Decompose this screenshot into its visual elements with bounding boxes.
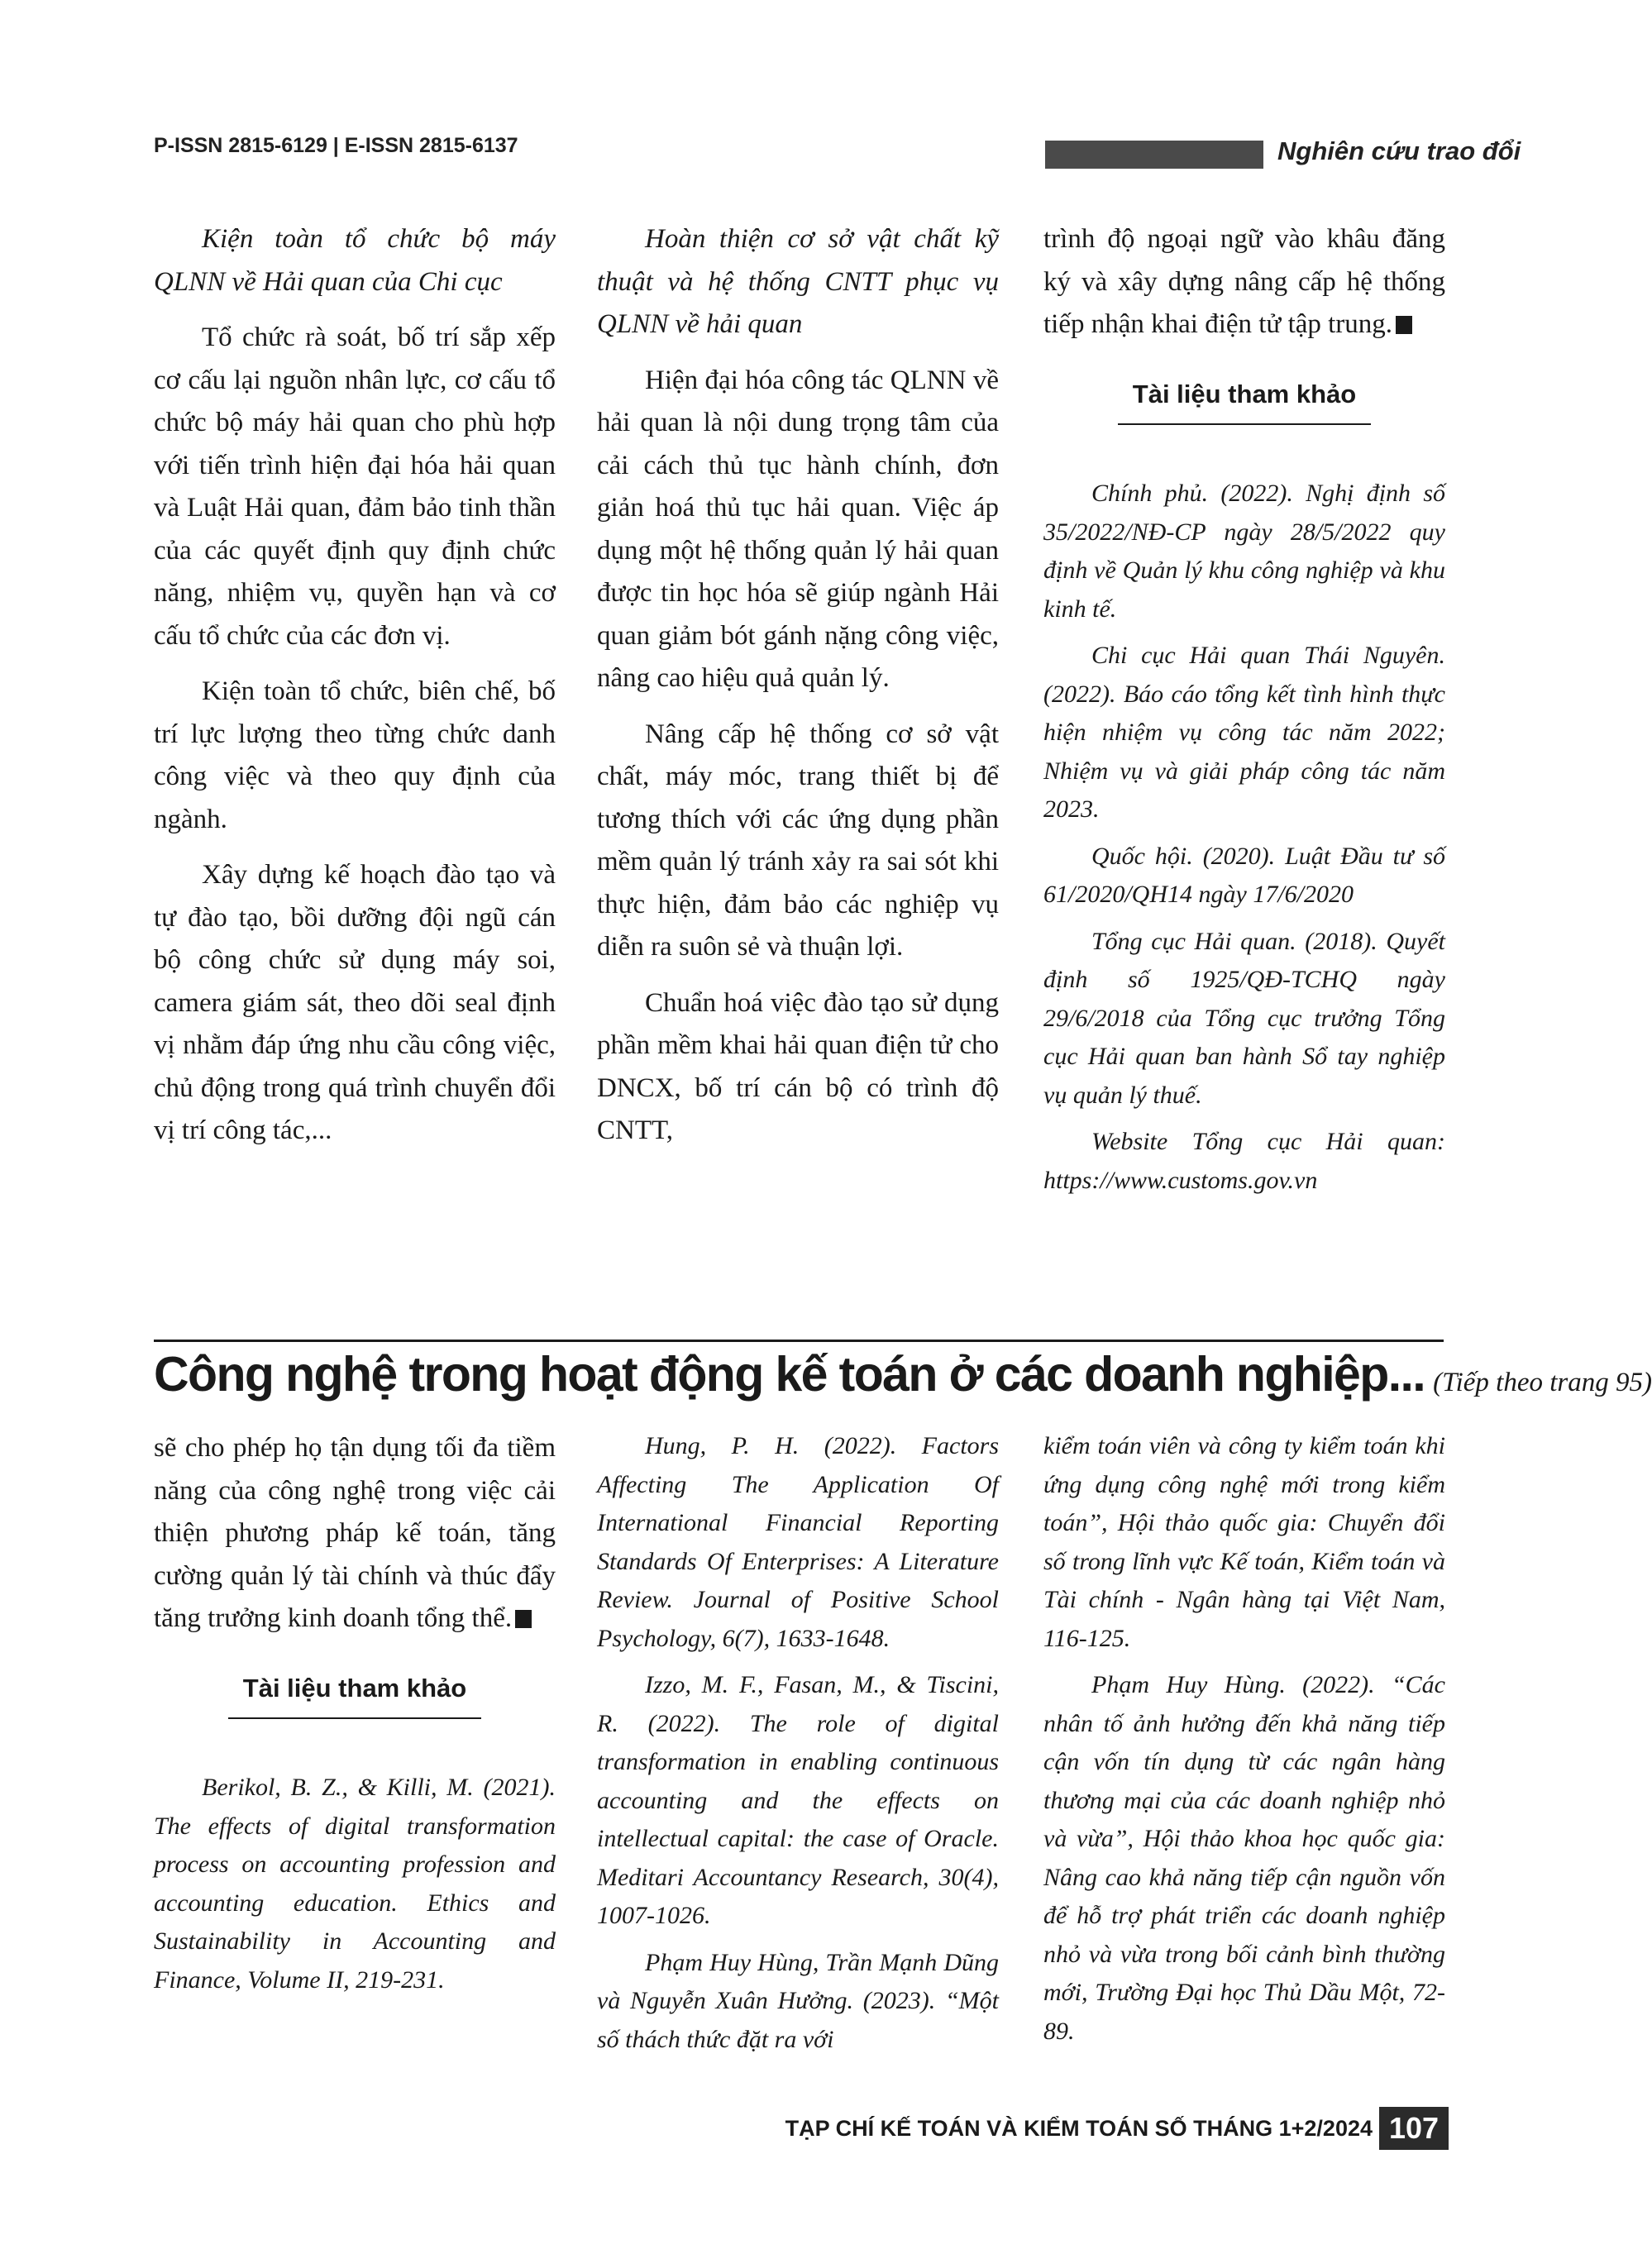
paragraph: Xây dựng kế hoạch đào tạo và tự đào tạo, bồi dưỡng đội ngũ cán bộ công chức sử dụng máy soi, camera giám sát, theo dõi seal định vị nhằm đáp ứng nhu cầu công việc, chủ động trong quá trình chuyển đổi vị trí công tác,... [154,860,556,1145]
bottom-column-2 [597,1427,999,2067]
paragraph-text: sẽ cho phép họ tận dụng tối đa tiềm năng của công nghệ trong việc cải thiện phương pháp kế toán, tăng cường quản lý tài chính và thúc đẩy tăng trưởng kinh doanh tổng thể. [154,1433,556,1633]
references-heading [1043,373,1445,426]
paragraph: Tổ chức rà soát, bố trí sắp xếp cơ cấu lại nguồn nhân lực, cơ cấu tổ chức bộ máy hải quan cho phù hợp với tiến trình hiện đại hóa hải quan và Luật Hải quan, đảm bảo tinh thần của các quyết định quy định chức năng, nhiệm vụ, quyền hạn và cơ cấu tổ chức của các đơn vị. [154,322,556,651]
references-heading [154,1667,556,1720]
article-title [154,1346,1652,1402]
article-title-text: Công nghệ trong hoạt động kế toán ở các doanh nghiệp... [154,1347,1425,1402]
issn-header: P-ISSN 2815-6129 | E-ISSN 2815-6137 [154,134,518,157]
reference-item: Izzo, M. F., Fasan, M., & Tiscini, R. (2022). The role of digital transformation in enabling continuous accounting and the effects on intellectual capital: the case of Oracle. Meditari Accountancy Research, 30(4), 1007-1026. [597,1671,999,1929]
references-list [154,1769,556,1999]
subheading: Kiện toàn tổ chức bộ máy QLNN về Hải quan của Chi cục [154,224,556,297]
references-heading-text: Tài liệu tham khảo [1118,373,1371,426]
section-title: Nghiên cứu trao đổi [1277,136,1521,165]
bottom-column-1 [154,1427,556,2008]
paragraph-text: trình độ ngoại ngữ vào khâu đăng ký và xây dựng nâng cấp hệ thống tiếp nhận khai điện tử tập trung. [1043,224,1445,339]
section-bar [1045,141,1263,169]
reference-item: Quốc hội. (2020). Luật Đầu tư số 61/2020/QH14 ngày 17/6/2020 [1043,842,1445,908]
continued-note: (Tiếp theo trang 95) [1433,1368,1652,1397]
page-number: 107 [1379,2107,1449,2150]
reference-item: Hung, P. H. (2022). Factors Affecting The Application Of International Financial Reporting Standards Of Enterprises: A Literature Review. Journal of Positive School Psychology, 6(7), 1633-1648. [597,1432,999,1652]
references-heading-text: Tài liệu tham khảo [228,1667,481,1720]
references-list [1043,475,1445,1200]
reference-item: Berikol, B. Z., & Killi, M. (2021). The effects of digital transformation process on accounting profession and accounting education. Ethics and Sustainability in Accounting and Finance, Volume II, 219-231. [154,1774,556,1994]
reference-item: kiểm toán viên và công ty kiểm toán khi ứng dụng công nghệ mới trong kiểm toán”, Hội thảo quốc gia: Chuyển đổi số trong lĩnh vực Kế toán, Kiểm toán và Tài chính - Ngân hàng tại Việt Nam, 116-125. [1043,1432,1445,1652]
top-column-3 [1043,218,1445,1208]
reference-item: Phạm Huy Hùng, Trần Mạnh Dũng và Nguyễn Xuân Hưởng. (2023). “Một số thách thức đặt ra với [597,1948,999,2053]
journal-footer: TẠP CHÍ KẾ TOÁN VÀ KIỂM TOÁN SỐ THÁNG 1+2/2024 [785,2116,1373,2141]
top-column-1 [154,218,556,1166]
reference-item: Chính phủ. (2022). Nghị định số 35/2022/NĐ-CP ngày 28/5/2022 quy định về Quản lý khu công nghiệp và khu kinh tế. [1043,480,1445,623]
section-divider [154,1340,1444,1342]
bottom-column-3 [1043,1427,1445,2059]
paragraph [154,1427,556,1641]
end-mark-icon [1396,316,1412,334]
end-mark-icon [515,1610,532,1628]
top-column-2 [597,218,999,1166]
paragraph: Hiện đại hóa công tác QLNN về hải quan là nội dung trọng tâm của cải cách thủ tục hành chính, đơn giản hoá thủ tục hải quan. Việc áp dụng một hệ thống quản lý hải quan được tin học hóa sẽ giúp ngành Hải quan giảm bót gánh nặng công việc, nâng cao hiệu quả quản lý. [597,365,999,693]
reference-item: Website Tổng cục Hải quan: https://www.customs.gov.vn [1043,1128,1445,1194]
paragraph: Kiện toàn tổ chức, biên chế, bố trí lực lượng theo từng chức danh công việc và theo quy định của ngành. [154,676,556,834]
paragraph [1043,218,1445,346]
reference-item: Chi cục Hải quan Thái Nguyên. (2022). Báo cáo tổng kết tình hình thực hiện nhiệm vụ công tác năm 2022; Nhiệm vụ và giải pháp công tác năm 2023. [1043,642,1445,823]
paragraph: Nâng cấp hệ thống cơ sở vật chất, máy móc, trang thiết bị để tương thích với các ứng dụng phần mềm quản lý tránh xảy ra sai sót khi thực hiện, đảm bảo các nghiệp vụ diễn ra suôn sẻ và thuận lợi. [597,719,999,962]
reference-item: Phạm Huy Hùng. (2022). “Các nhân tố ảnh hưởng đến khả năng tiếp cận vốn tín dụng từ các ngân hàng thương mại của các doanh nghiệp nhỏ và vừa”, Hội thảo khoa học quốc gia: Nâng cao khả năng tiếp cận nguồn vốn để hỗ trợ phát triển các doanh nghiệp nhỏ và vừa trong bối cảnh bình thường mới, Trường Đại học Thủ Dầu Một, 72-89. [1043,1671,1445,2045]
subheading: Hoàn thiện cơ sở vật chất kỹ thuật và hệ thống CNTT phục vụ QLNN về hải quan [597,224,999,339]
reference-item: Tổng cục Hải quan. (2018). Quyết định số 1925/QĐ-TCHQ ngày 29/6/2018 của Tổng cục trưởng Tổng cục Hải quan ban hành Sổ tay nghiệp vụ quản lý thuế. [1043,927,1445,1109]
paragraph: Chuẩn hoá việc đào tạo sử dụng phần mềm khai hải quan điện tử cho DNCX, bố trí cán bộ có trình độ CNTT, [597,987,999,1145]
